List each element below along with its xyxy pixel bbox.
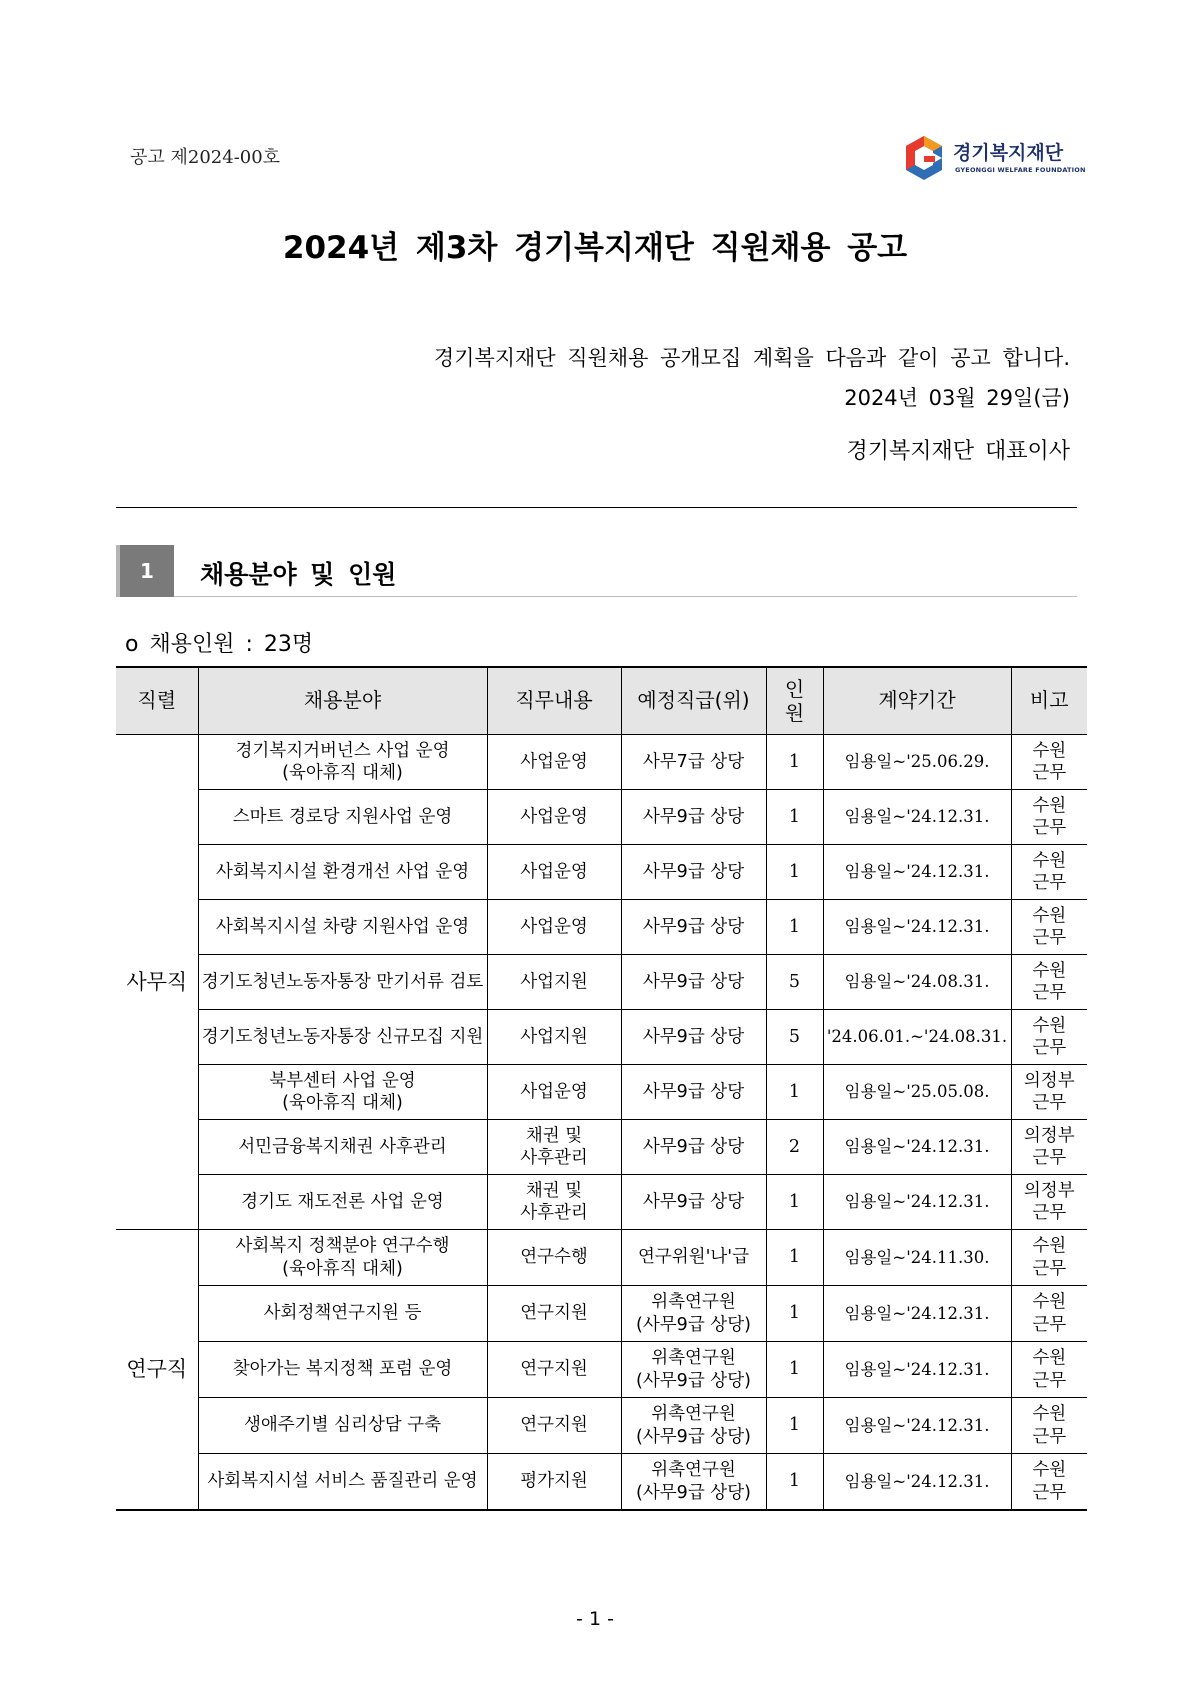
table-row xyxy=(116,1454,1087,1511)
count-text: 1 xyxy=(788,1359,801,1380)
period-text: 임용일~'24.12.31. xyxy=(844,1192,990,1212)
count-cell xyxy=(766,900,823,955)
count-text: 1 xyxy=(788,861,801,882)
count-cell xyxy=(766,1342,823,1398)
period-cell xyxy=(823,955,1011,1010)
field-text: 찾아가는 복지정책 포럼 운영 xyxy=(232,1359,453,1380)
duty-text: 사업운영 xyxy=(520,1081,588,1102)
period-text: 임용일~'25.05.08. xyxy=(844,1082,990,1102)
count-text: 5 xyxy=(788,1026,801,1047)
count-text: 1 xyxy=(788,806,801,827)
section-number-badge: 1 xyxy=(120,545,174,597)
field-text: 사회복지시설 차량 지원사업 운영 xyxy=(215,916,470,937)
notice-number: 공고 제2024-00호 xyxy=(130,147,281,168)
count-cell xyxy=(766,1010,823,1065)
duty-text: 연구지원 xyxy=(520,1303,588,1324)
grade-text: 위촉연구원 (사무9급 상당) xyxy=(636,1292,751,1335)
table-row xyxy=(116,1286,1087,1342)
table-row xyxy=(116,1065,1087,1120)
count-cell xyxy=(766,1175,823,1230)
section-underline xyxy=(174,596,1077,597)
duty-cell xyxy=(487,735,621,790)
table-header-row xyxy=(116,667,1087,735)
header-group: 직렬 xyxy=(116,667,198,735)
count-cell xyxy=(766,1120,823,1175)
duty-text: 채권 및 사후관리 xyxy=(520,1180,588,1223)
grade-text: 위촉연구원 (사무9급 상당) xyxy=(636,1404,751,1447)
grade-text: 사무9급 상당 xyxy=(642,806,745,827)
grade-cell xyxy=(621,790,766,845)
grade-text: 사무9급 상당 xyxy=(642,971,745,992)
table-row xyxy=(116,955,1087,1010)
grade-cell xyxy=(621,1342,766,1398)
recruitment-table xyxy=(116,666,1087,1511)
period-cell xyxy=(823,1065,1011,1120)
period-text: 임용일~'24.08.31. xyxy=(844,972,990,992)
period-text: 임용일~'24.12.31. xyxy=(844,1303,990,1323)
table-row xyxy=(116,900,1087,955)
field-text: 사회복지시설 서비스 품질관리 운영 xyxy=(207,1471,478,1492)
note-cell xyxy=(1011,1286,1087,1342)
period-cell xyxy=(823,845,1011,900)
period-text: 임용일~'24.12.31. xyxy=(844,807,990,827)
grade-cell xyxy=(621,1175,766,1230)
duty-text: 사업운영 xyxy=(520,861,588,882)
grade-text: 사무9급 상당 xyxy=(642,1081,745,1102)
table-row xyxy=(116,1120,1087,1175)
count-cell xyxy=(766,1230,823,1286)
period-text: '24.06.01.~'24.08.31. xyxy=(826,1027,1008,1047)
note-cell xyxy=(1011,845,1087,900)
grade-text: 연구위원'나'급 xyxy=(637,1247,750,1268)
duty-cell xyxy=(487,1230,621,1286)
duty-text: 평가지원 xyxy=(520,1471,588,1492)
header-period: 계약기간 xyxy=(823,667,1011,735)
period-cell xyxy=(823,1120,1011,1175)
note-text: 수원 근무 xyxy=(1032,850,1067,893)
period-cell xyxy=(823,735,1011,790)
count-cell xyxy=(766,1398,823,1454)
period-text: 임용일~'24.12.31. xyxy=(844,1359,990,1379)
note-cell xyxy=(1011,1175,1087,1230)
header-duty: 직무내용 xyxy=(487,667,621,735)
divider xyxy=(116,507,1077,508)
note-text: 수원 근무 xyxy=(1032,960,1067,1003)
note-cell xyxy=(1011,955,1087,1010)
grade-cell xyxy=(621,1454,766,1511)
count-text: 1 xyxy=(788,916,801,937)
note-text: 수원 근무 xyxy=(1032,1236,1067,1279)
header-count-text: 인원 xyxy=(784,677,805,725)
header-grade: 예정직급(위) xyxy=(621,667,766,735)
note-cell xyxy=(1011,1065,1087,1120)
note-text: 수원 근무 xyxy=(1032,740,1067,783)
note-text: 수원 근무 xyxy=(1032,1460,1067,1503)
duty-cell xyxy=(487,1175,621,1230)
note-cell xyxy=(1011,1120,1087,1175)
grade-text: 사무9급 상당 xyxy=(642,861,745,882)
field-cell xyxy=(198,900,487,955)
field-cell xyxy=(198,1230,487,1286)
field-cell xyxy=(198,1175,487,1230)
field-text: 생애주기별 심리상담 구축 xyxy=(243,1415,442,1436)
count-text: 1 xyxy=(788,1415,801,1436)
period-cell xyxy=(823,790,1011,845)
field-text: 경기도청년노동자통장 만기서류 검토 xyxy=(201,971,484,992)
table-row xyxy=(116,1398,1087,1454)
field-text: 사회정책연구지원 등 xyxy=(263,1303,422,1324)
field-cell xyxy=(198,1454,487,1511)
note-text: 수원 근무 xyxy=(1032,795,1067,838)
field-cell xyxy=(198,1120,487,1175)
grade-text: 위촉연구원 (사무9급 상당) xyxy=(636,1348,751,1391)
field-text: 서민금융복지채권 사후관리 xyxy=(238,1136,447,1157)
period-text: 임용일~'24.12.31. xyxy=(844,1137,990,1157)
field-cell xyxy=(198,1065,487,1120)
note-cell xyxy=(1011,735,1087,790)
period-cell xyxy=(823,900,1011,955)
note-text: 수원 근무 xyxy=(1032,905,1067,948)
table-row xyxy=(116,735,1087,790)
note-cell xyxy=(1011,1398,1087,1454)
duty-text: 사업운영 xyxy=(520,916,588,937)
duty-cell xyxy=(487,790,621,845)
field-cell xyxy=(198,955,487,1010)
period-text: 임용일~'24.12.31. xyxy=(844,1471,990,1491)
note-text: 의정부 근무 xyxy=(1023,1125,1075,1168)
grade-cell xyxy=(621,1286,766,1342)
header-field: 채용분야 xyxy=(198,667,487,735)
period-cell xyxy=(823,1342,1011,1398)
duty-text: 사업운영 xyxy=(520,806,588,827)
period-cell xyxy=(823,1230,1011,1286)
field-text: 경기도 재도전론 사업 운영 xyxy=(241,1191,444,1212)
count-cell xyxy=(766,1065,823,1120)
period-text: 임용일~'24.12.31. xyxy=(844,917,990,937)
grade-cell xyxy=(621,1010,766,1065)
duty-cell xyxy=(487,1065,621,1120)
duty-cell xyxy=(487,1120,621,1175)
field-cell xyxy=(198,1286,487,1342)
document-title: 2024년 제3차 경기복지재단 직원채용 공고 xyxy=(282,230,908,266)
count-cell xyxy=(766,790,823,845)
grade-cell xyxy=(621,735,766,790)
grade-text: 사무9급 상당 xyxy=(642,1026,745,1047)
signer: 경기복지재단 대표이사 xyxy=(846,439,1070,464)
count-text: 1 xyxy=(788,1303,801,1324)
note-text: 수원 근무 xyxy=(1032,1404,1067,1447)
duty-text: 연구수행 xyxy=(520,1247,588,1268)
note-cell xyxy=(1011,790,1087,845)
grade-text: 사무9급 상당 xyxy=(642,916,745,937)
grade-cell xyxy=(621,845,766,900)
note-text: 의정부 근무 xyxy=(1023,1070,1075,1113)
field-text: 사회복지 정책분야 연구수행 (육아휴직 대체) xyxy=(235,1236,450,1279)
duty-cell xyxy=(487,1010,621,1065)
grade-cell xyxy=(621,900,766,955)
duty-text: 사업운영 xyxy=(520,751,588,772)
table-row xyxy=(116,845,1087,900)
table-row xyxy=(116,1010,1087,1065)
field-text: 경기복지거버넌스 사업 운영 (육아휴직 대체) xyxy=(235,740,450,783)
job-group-cell: 연구직 xyxy=(116,1230,198,1511)
duty-cell xyxy=(487,1454,621,1511)
duty-cell xyxy=(487,955,621,1010)
note-cell xyxy=(1011,1342,1087,1398)
duty-text: 채권 및 사후관리 xyxy=(520,1125,588,1168)
grade-cell xyxy=(621,1230,766,1286)
count-text: 1 xyxy=(788,1247,801,1268)
period-text: 임용일~'24.12.31. xyxy=(844,862,990,882)
note-text: 수원 근무 xyxy=(1032,1015,1067,1058)
headcount-text: o 채용인원 : 23명 xyxy=(125,632,314,657)
count-text: 2 xyxy=(788,1136,801,1157)
duty-text: 사업지원 xyxy=(520,971,588,992)
table-row xyxy=(116,1230,1087,1286)
note-text: 의정부 근무 xyxy=(1023,1180,1075,1223)
period-cell xyxy=(823,1175,1011,1230)
duty-cell xyxy=(487,845,621,900)
logo-name: 경기복지재단 xyxy=(953,142,1064,164)
count-text: 1 xyxy=(788,1471,801,1492)
field-text: 북부센터 사업 운영 (육아휴직 대체) xyxy=(269,1070,416,1113)
count-text: 1 xyxy=(788,1191,801,1212)
field-cell xyxy=(198,845,487,900)
grade-cell xyxy=(621,1065,766,1120)
note-cell xyxy=(1011,1454,1087,1511)
duty-cell xyxy=(487,1342,621,1398)
foundation-logo xyxy=(903,134,1086,184)
count-text: 1 xyxy=(788,751,801,772)
count-cell xyxy=(766,845,823,900)
grade-cell xyxy=(621,955,766,1010)
table-row xyxy=(116,1175,1087,1230)
field-cell xyxy=(198,735,487,790)
count-cell xyxy=(766,1454,823,1511)
header-note: 비고 xyxy=(1011,667,1087,735)
period-cell xyxy=(823,1286,1011,1342)
field-text: 스마트 경로당 지원사업 운영 xyxy=(232,806,453,827)
section-title: 채용분야 및 인원 xyxy=(200,560,397,589)
field-text: 사회복지시설 환경개선 사업 운영 xyxy=(215,861,470,882)
count-cell xyxy=(766,955,823,1010)
field-cell xyxy=(198,790,487,845)
period-text: 임용일~'24.11.30. xyxy=(844,1247,990,1267)
intro-text: 경기복지재단 직원채용 공개모집 계획을 다음과 같이 공고 합니다. xyxy=(433,346,1070,370)
period-text: 임용일~'25.06.29. xyxy=(844,752,990,772)
duty-text: 연구지원 xyxy=(520,1359,588,1380)
grade-text: 위촉연구원 (사무9급 상당) xyxy=(636,1460,751,1503)
field-cell xyxy=(198,1342,487,1398)
duty-cell xyxy=(487,1286,621,1342)
count-cell xyxy=(766,1286,823,1342)
grade-cell xyxy=(621,1398,766,1454)
note-text: 수원 근무 xyxy=(1032,1292,1067,1335)
note-text: 수원 근무 xyxy=(1032,1348,1067,1391)
note-cell xyxy=(1011,1010,1087,1065)
duty-text: 연구지원 xyxy=(520,1415,588,1436)
period-text: 임용일~'24.12.31. xyxy=(844,1415,990,1435)
grade-text: 사무9급 상당 xyxy=(642,1191,745,1212)
field-cell xyxy=(198,1010,487,1065)
logo-subtitle: GYEONGGI WELFARE FOUNDATION xyxy=(955,166,1086,174)
count-text: 1 xyxy=(788,1081,801,1102)
job-group-cell: 사무직 xyxy=(116,735,198,1230)
period-cell xyxy=(823,1398,1011,1454)
count-cell xyxy=(766,735,823,790)
note-cell xyxy=(1011,1230,1087,1286)
table-row xyxy=(116,1342,1087,1398)
duty-text: 사업지원 xyxy=(520,1026,588,1047)
page-number: - 1 - xyxy=(576,1608,614,1630)
duty-cell xyxy=(487,900,621,955)
field-text: 경기도청년노동자통장 신규모집 지원 xyxy=(201,1026,484,1047)
duty-cell xyxy=(487,1398,621,1454)
logo-mark-icon xyxy=(903,134,945,182)
note-cell xyxy=(1011,900,1087,955)
period-cell xyxy=(823,1010,1011,1065)
grade-text: 사무7급 상당 xyxy=(642,751,745,772)
table-row xyxy=(116,790,1087,845)
grade-cell xyxy=(621,1120,766,1175)
field-cell xyxy=(198,1398,487,1454)
count-text: 5 xyxy=(788,971,801,992)
period-cell xyxy=(823,1454,1011,1511)
header-count xyxy=(766,667,823,735)
grade-text: 사무9급 상당 xyxy=(642,1136,745,1157)
announcement-date: 2024년 03월 29일(금) xyxy=(844,386,1070,410)
